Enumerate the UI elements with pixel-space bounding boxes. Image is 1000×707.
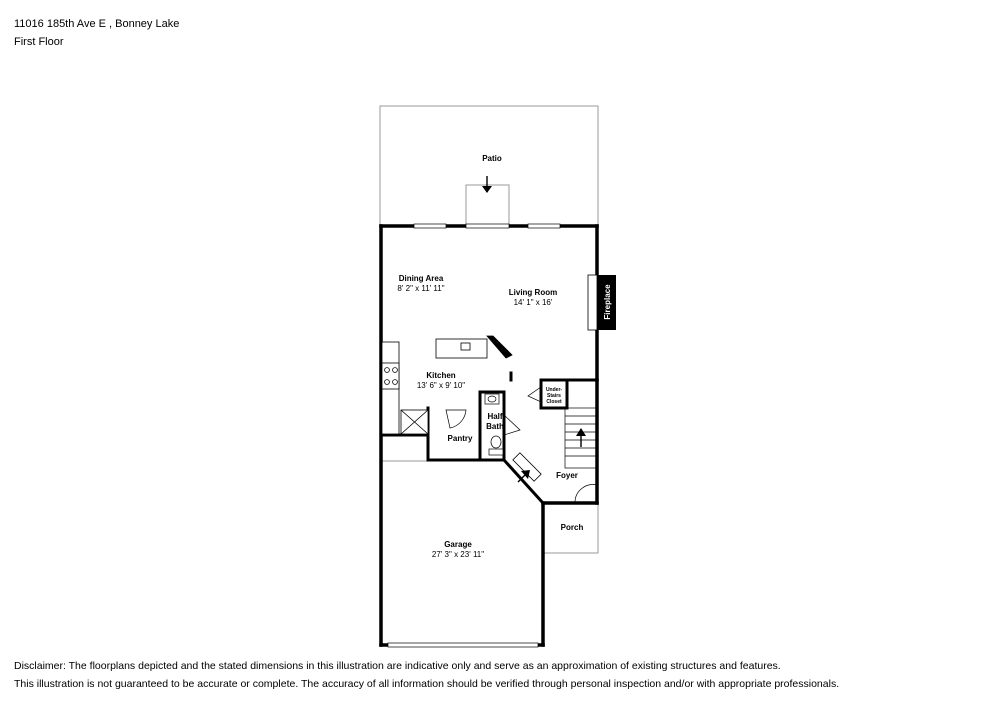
closet-door-swing xyxy=(528,387,541,402)
closet-label-1: Under- xyxy=(545,387,563,393)
top-wall-openings xyxy=(414,224,560,228)
patio-area xyxy=(380,106,598,226)
patio-label: Patio xyxy=(482,154,502,163)
bath-door-swing xyxy=(504,415,520,435)
address-text: 11016 185th Ave E , Bonney Lake xyxy=(14,18,180,30)
interior-walls xyxy=(381,373,597,503)
stairs-up-arrow-icon xyxy=(576,428,586,447)
floor-name: First Floor xyxy=(14,36,64,48)
kitchen-label: Kitchen xyxy=(426,371,456,380)
front-door-swing xyxy=(575,485,597,503)
fireplace-label: Fireplace xyxy=(603,284,612,320)
closet-label-2: Stairs xyxy=(547,393,561,399)
disclaimer-line-2: This illustration is not guaranteed to be accurate or complete. The accuracy of all information should be verified through personal inspection and/or with appropriate professionals. xyxy=(14,678,840,690)
garage-label: Garage xyxy=(444,540,472,549)
half-bath-label-1: Half xyxy=(487,412,503,421)
foyer-label: Foyer xyxy=(556,471,578,480)
fireplace-hearth xyxy=(588,275,597,330)
pantry-door-swing xyxy=(446,410,466,428)
living-dims: 14' 1" x 16' xyxy=(513,298,553,307)
disclaimer xyxy=(14,657,839,693)
disclaimer-line-1: Disclaimer: The floorplans depicted and the stated dimensions in this illustration are indicative only and serve as an approximation of existing structures and features. xyxy=(14,660,781,672)
closet-label-3: Closet xyxy=(546,399,562,405)
garage-dims: 27' 3" x 23' 11" xyxy=(431,550,485,559)
porch-label: Porch xyxy=(560,523,584,532)
garage-door xyxy=(388,643,538,647)
living-label: Living Room xyxy=(508,288,558,297)
kitchen-dims: 13' 6" x 9' 10" xyxy=(416,381,466,390)
kitchen-island xyxy=(436,336,512,358)
dining-label: Dining Area xyxy=(398,274,444,283)
dining-dims: 8' 2" x 11' 11" xyxy=(397,284,445,293)
pantry-label: Pantry xyxy=(447,434,473,443)
half-bath-label-2: Bath xyxy=(486,422,504,431)
